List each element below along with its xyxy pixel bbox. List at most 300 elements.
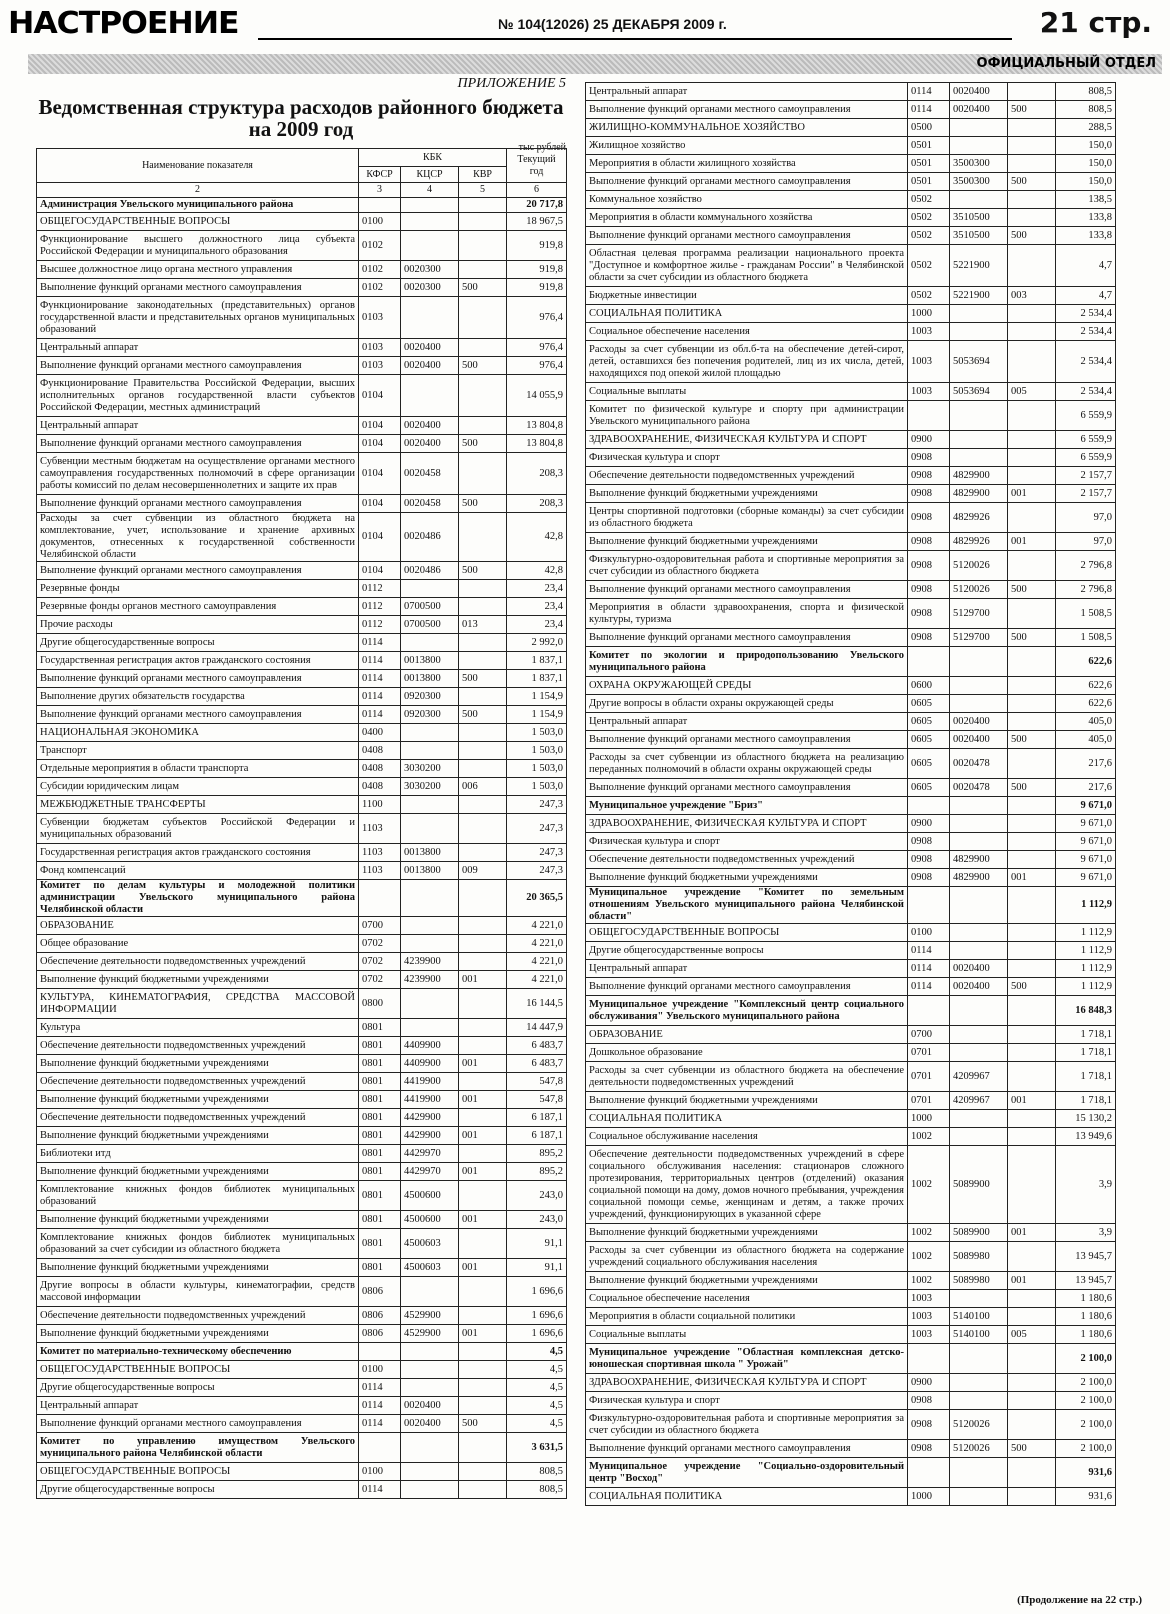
cell-kfsr: 0104 bbox=[359, 417, 401, 435]
cell-kcsr: 5129700 bbox=[950, 599, 1008, 629]
cell-kcsr bbox=[401, 814, 459, 844]
cell-value: 808,5 bbox=[1056, 101, 1116, 119]
cell-kvr: 500 bbox=[1008, 779, 1056, 797]
cell-kfsr: 0501 bbox=[908, 155, 950, 173]
cell-kvr: 001 bbox=[1008, 485, 1056, 503]
cell-kfsr: 0908 bbox=[908, 467, 950, 485]
cell-value: 247,3 bbox=[507, 844, 567, 862]
cell-kvr bbox=[459, 1397, 507, 1415]
cell-name: ЖИЛИЩНО-КОММУНАЛЬНОЕ ХОЗЯЙСТВО bbox=[586, 119, 908, 137]
table-row bbox=[37, 1307, 567, 1325]
cell-value: 1 112,9 bbox=[1056, 960, 1116, 978]
cell-name: Физическая культура и спорт bbox=[586, 1392, 908, 1410]
cell-kvr bbox=[459, 796, 507, 814]
table-row bbox=[586, 599, 1116, 629]
table-row bbox=[586, 305, 1116, 323]
cell-name: Государственная регистрация актов гражданского состояния bbox=[37, 652, 359, 670]
cell-kcsr: 0013800 bbox=[401, 844, 459, 862]
cell-value: 547,8 bbox=[507, 1091, 567, 1109]
cell-value: 42,8 bbox=[507, 513, 567, 562]
cell-kcsr: 5089980 bbox=[950, 1272, 1008, 1290]
cell-kfsr: 0400 bbox=[359, 724, 401, 742]
cell-name: Обеспечение деятельности подведомственных учреждений bbox=[37, 1109, 359, 1127]
cell-kfsr: 0908 bbox=[908, 503, 950, 533]
cell-kfsr: 0502 bbox=[908, 245, 950, 287]
cell-kfsr: 0801 bbox=[359, 1037, 401, 1055]
cell-value: 405,0 bbox=[1056, 713, 1116, 731]
cell-kfsr bbox=[908, 401, 950, 431]
cell-kfsr: 0801 bbox=[359, 1181, 401, 1211]
cell-kfsr: 0114 bbox=[908, 942, 950, 960]
table-row bbox=[37, 1019, 567, 1037]
table-row bbox=[37, 1181, 567, 1211]
cell-name: Муниципальное учреждение "Комитет по земельным отношениям Увельского муниципального района Челябинской области" bbox=[586, 887, 908, 924]
cell-kfsr bbox=[359, 198, 401, 213]
cell-value: 4,5 bbox=[507, 1415, 567, 1433]
cell-name: Выполнение функций органами местного самоуправления bbox=[586, 1440, 908, 1458]
cell-kfsr: 0908 bbox=[908, 449, 950, 467]
cell-kcsr bbox=[401, 231, 459, 261]
cell-kfsr: 0701 bbox=[908, 1062, 950, 1092]
cell-name: Выполнение функций бюджетными учреждениями bbox=[37, 1325, 359, 1343]
cell-name: Выполнение функций бюджетными учреждениями bbox=[37, 1259, 359, 1277]
cell-kvr: 001 bbox=[459, 1325, 507, 1343]
table-row bbox=[586, 731, 1116, 749]
cell-kcsr bbox=[950, 1128, 1008, 1146]
cell-value: 20 717,8 bbox=[507, 198, 567, 213]
cell-kvr: 500 bbox=[459, 279, 507, 297]
cell-kvr bbox=[1008, 1374, 1056, 1392]
cell-value: 1 508,5 bbox=[1056, 629, 1116, 647]
cell-value: 1 696,6 bbox=[507, 1325, 567, 1343]
table-row bbox=[586, 1092, 1116, 1110]
cell-kfsr: 0702 bbox=[359, 971, 401, 989]
cell-name: СОЦИАЛЬНАЯ ПОЛИТИКА bbox=[586, 1110, 908, 1128]
cell-kfsr: 0114 bbox=[908, 978, 950, 996]
cell-kvr bbox=[1008, 749, 1056, 779]
cell-name: Областная целевая программа реализации национального проекта "Доступное и комфортное жилье - гражданам России" в Челябинской области за счет субсидии из областного бюджета bbox=[586, 245, 908, 287]
cell-kvr: 003 bbox=[1008, 287, 1056, 305]
cell-value: 547,8 bbox=[507, 1073, 567, 1091]
cell-kcsr bbox=[401, 1481, 459, 1499]
cell-kcsr: 0700500 bbox=[401, 616, 459, 634]
cell-name: Обеспечение деятельности подведомственных учреждений bbox=[37, 1073, 359, 1091]
cell-kvr bbox=[459, 1361, 507, 1379]
cell-kvr bbox=[1008, 1146, 1056, 1224]
cell-kcsr: 4429900 bbox=[401, 1109, 459, 1127]
table-row bbox=[586, 1242, 1116, 1272]
cell-name: Выполнение других обязательств государства bbox=[37, 688, 359, 706]
document-title bbox=[36, 96, 566, 140]
cell-kvr bbox=[1008, 551, 1056, 581]
cell-kvr bbox=[459, 453, 507, 495]
cell-kcsr bbox=[950, 677, 1008, 695]
cell-kcsr bbox=[950, 1290, 1008, 1308]
cell-value: 3,9 bbox=[1056, 1224, 1116, 1242]
cell-name: Обеспечение деятельности подведомственных учреждений bbox=[37, 1037, 359, 1055]
cell-value: 1 180,6 bbox=[1056, 1290, 1116, 1308]
table-row bbox=[37, 742, 567, 760]
cell-kfsr: 0600 bbox=[908, 677, 950, 695]
cell-kvr bbox=[1008, 155, 1056, 173]
cell-kcsr bbox=[401, 1277, 459, 1307]
cell-kcsr: 4529900 bbox=[401, 1325, 459, 1343]
cell-kcsr: 4239900 bbox=[401, 953, 459, 971]
cell-kfsr: 0801 bbox=[359, 1229, 401, 1259]
table-row bbox=[586, 1128, 1116, 1146]
table-row bbox=[37, 1211, 567, 1229]
table-row bbox=[586, 1326, 1116, 1344]
table-row bbox=[37, 814, 567, 844]
cell-name: Другие вопросы в области культуры, кинематографии, средств массовой информации bbox=[37, 1277, 359, 1307]
cell-kcsr: 0020300 bbox=[401, 279, 459, 297]
cell-name: Выполнение функций бюджетными учреждениями bbox=[37, 1055, 359, 1073]
table-row bbox=[586, 83, 1116, 101]
table-row bbox=[586, 996, 1116, 1026]
table-row bbox=[37, 1397, 567, 1415]
cell-name: Выполнение функций органами местного самоуправления bbox=[586, 101, 908, 119]
cell-value: 16 848,3 bbox=[1056, 996, 1116, 1026]
table-row bbox=[37, 1145, 567, 1163]
cell-kcsr: 4829900 bbox=[950, 467, 1008, 485]
cell-name: Выполнение функций бюджетными учреждениями bbox=[37, 971, 359, 989]
table-row bbox=[37, 634, 567, 652]
cell-value: 1 112,9 bbox=[1056, 887, 1116, 924]
table-row bbox=[37, 989, 567, 1019]
cell-name: Дошкольное образование bbox=[586, 1044, 908, 1062]
cell-kvr: 500 bbox=[459, 670, 507, 688]
cell-kcsr bbox=[401, 880, 459, 917]
table-row bbox=[586, 869, 1116, 887]
cell-name: Обеспечение деятельности подведомственных учреждений bbox=[37, 953, 359, 971]
cell-kcsr bbox=[401, 989, 459, 1019]
cell-value: 976,4 bbox=[507, 297, 567, 339]
cell-kfsr: 0103 bbox=[359, 339, 401, 357]
cell-kcsr: 0920300 bbox=[401, 706, 459, 724]
cell-value: 97,0 bbox=[1056, 503, 1116, 533]
cell-kcsr bbox=[401, 1361, 459, 1379]
cell-value: 208,3 bbox=[507, 495, 567, 513]
cell-name: Комитет по экологии и природопользованию Увельского муниципального района bbox=[586, 647, 908, 677]
cell-name: Комитет по делам культуры и молодежной политики администрации Увельского муниципального района Челябинской области bbox=[37, 880, 359, 917]
budget-table-left bbox=[36, 148, 567, 1499]
cell-name: Муниципальное учреждение "Социально-оздоровительный центр "Восход" bbox=[586, 1458, 908, 1488]
cell-kcsr: 3030200 bbox=[401, 760, 459, 778]
cell-kvr bbox=[1008, 887, 1056, 924]
cell-kfsr: 1002 bbox=[908, 1224, 950, 1242]
cell-name: Социальное обеспечение населения bbox=[586, 1290, 908, 1308]
cell-kcsr bbox=[950, 647, 1008, 677]
cell-kvr bbox=[459, 1379, 507, 1397]
cell-name: СОЦИАЛЬНАЯ ПОЛИТИКА bbox=[586, 1488, 908, 1506]
table-row bbox=[37, 760, 567, 778]
cell-kvr bbox=[1008, 503, 1056, 533]
cell-kvr bbox=[1008, 713, 1056, 731]
cell-value: 808,5 bbox=[1056, 83, 1116, 101]
table-row bbox=[37, 844, 567, 862]
table-row bbox=[37, 417, 567, 435]
cell-value: 6 187,1 bbox=[507, 1109, 567, 1127]
cell-kvr bbox=[1008, 1458, 1056, 1488]
cell-value: 243,0 bbox=[507, 1211, 567, 1229]
cell-value: 150,0 bbox=[1056, 155, 1116, 173]
cell-value: 931,6 bbox=[1056, 1458, 1116, 1488]
cell-name: КУЛЬТУРА, КИНЕМАТОГРАФИЯ, СРЕДСТВА МАССОВОЙ ИНФОРМАЦИИ bbox=[37, 989, 359, 1019]
cell-kfsr: 0501 bbox=[908, 137, 950, 155]
table-row bbox=[37, 1481, 567, 1499]
cell-kfsr bbox=[908, 647, 950, 677]
cell-name: Физическая культура и спорт bbox=[586, 833, 908, 851]
cell-name: Центральный аппарат bbox=[586, 960, 908, 978]
table-row bbox=[37, 198, 567, 213]
cell-kcsr bbox=[401, 796, 459, 814]
table-row bbox=[586, 467, 1116, 485]
cell-value: 13 949,6 bbox=[1056, 1128, 1116, 1146]
cell-kvr bbox=[459, 742, 507, 760]
table-row bbox=[586, 779, 1116, 797]
table-row bbox=[37, 1325, 567, 1343]
cell-kvr bbox=[1008, 1488, 1056, 1506]
table-row bbox=[586, 1344, 1116, 1374]
cell-name: Обеспечение деятельности подведомственных учреждений bbox=[586, 467, 908, 485]
cell-name: Субвенции местным бюджетам на осуществление органами местного самоуправления государственных полномочий в сфере организации работы комиссий по делам несовершеннолетних и защите их прав bbox=[37, 453, 359, 495]
cell-value: 1 503,0 bbox=[507, 742, 567, 760]
cell-value: 133,8 bbox=[1056, 209, 1116, 227]
cell-kfsr bbox=[908, 1458, 950, 1488]
table-row bbox=[586, 287, 1116, 305]
table-row bbox=[37, 1277, 567, 1307]
cell-value: 808,5 bbox=[507, 1463, 567, 1481]
cell-value: 138,5 bbox=[1056, 191, 1116, 209]
cell-name: ЗДРАВООХРАНЕНИЕ, ФИЗИЧЕСКАЯ КУЛЬТУРА И СПОРТ bbox=[586, 815, 908, 833]
table-row bbox=[37, 231, 567, 261]
cell-kvr: 001 bbox=[459, 1163, 507, 1181]
cell-name: Социальные выплаты bbox=[586, 383, 908, 401]
cell-value: 208,3 bbox=[507, 453, 567, 495]
table-row bbox=[37, 652, 567, 670]
cell-kvr bbox=[1008, 209, 1056, 227]
cell-name: Отдельные мероприятия в области транспорта bbox=[37, 760, 359, 778]
cell-kcsr: 5089900 bbox=[950, 1146, 1008, 1224]
cell-value: 4,7 bbox=[1056, 287, 1116, 305]
cell-value: 2 534,4 bbox=[1056, 341, 1116, 383]
table-row bbox=[37, 339, 567, 357]
cell-kfsr: 0114 bbox=[359, 1379, 401, 1397]
table-row bbox=[586, 1308, 1116, 1326]
table-row bbox=[586, 209, 1116, 227]
cell-value: 23,4 bbox=[507, 598, 567, 616]
cell-kcsr bbox=[401, 580, 459, 598]
cell-name: Выполнение функций органами местного самоуправления bbox=[586, 173, 908, 191]
cell-kcsr: 5129700 bbox=[950, 629, 1008, 647]
table-row bbox=[37, 1379, 567, 1397]
cell-value: 247,3 bbox=[507, 796, 567, 814]
cell-kfsr: 0908 bbox=[908, 1440, 950, 1458]
cell-kfsr: 0408 bbox=[359, 742, 401, 760]
table-row bbox=[37, 213, 567, 231]
cell-kcsr: 4419900 bbox=[401, 1073, 459, 1091]
table-row bbox=[37, 562, 567, 580]
cell-kcsr bbox=[950, 431, 1008, 449]
cell-name: Центральный аппарат bbox=[37, 1397, 359, 1415]
cell-value: 4,5 bbox=[507, 1379, 567, 1397]
cell-kcsr: 5120026 bbox=[950, 581, 1008, 599]
cell-value: 4,5 bbox=[507, 1361, 567, 1379]
table-row bbox=[586, 851, 1116, 869]
cell-name: Мероприятия в области коммунального хозяйства bbox=[586, 209, 908, 227]
table-row bbox=[586, 1272, 1116, 1290]
cell-kfsr: 0806 bbox=[359, 1307, 401, 1325]
cell-kfsr bbox=[908, 1344, 950, 1374]
cell-value: 4,5 bbox=[507, 1397, 567, 1415]
table-row bbox=[586, 191, 1116, 209]
table-row bbox=[586, 119, 1116, 137]
table-row bbox=[586, 449, 1116, 467]
cell-name: Социальные выплаты bbox=[586, 1326, 908, 1344]
cell-value: 1 503,0 bbox=[507, 760, 567, 778]
cell-name: Центральный аппарат bbox=[37, 339, 359, 357]
table-row bbox=[586, 1392, 1116, 1410]
cell-kvr bbox=[459, 1181, 507, 1211]
cell-value: 288,5 bbox=[1056, 119, 1116, 137]
cell-value: 6 559,9 bbox=[1056, 401, 1116, 431]
cell-kcsr: 5221900 bbox=[950, 245, 1008, 287]
cell-value: 3,9 bbox=[1056, 1146, 1116, 1224]
cell-kfsr: 0114 bbox=[908, 83, 950, 101]
cell-name: Выполнение функций органами местного самоуправления bbox=[37, 495, 359, 513]
cell-kfsr: 0700 bbox=[908, 1026, 950, 1044]
table-row bbox=[586, 533, 1116, 551]
cell-kvr bbox=[1008, 1110, 1056, 1128]
cell-kfsr: 0114 bbox=[359, 1415, 401, 1433]
cell-name: Центральный аппарат bbox=[586, 83, 908, 101]
cell-name: Муниципальное учреждение "Комплексный центр социального обслуживания" Увельского муниципального района bbox=[586, 996, 908, 1026]
cell-kfsr: 0801 bbox=[359, 1109, 401, 1127]
table-row bbox=[37, 1463, 567, 1481]
cell-kvr bbox=[459, 1277, 507, 1307]
cell-kvr bbox=[1008, 942, 1056, 960]
cell-kvr bbox=[459, 1145, 507, 1163]
cell-kvr bbox=[1008, 1128, 1056, 1146]
cell-value: 9 671,0 bbox=[1056, 815, 1116, 833]
cell-kvr bbox=[459, 844, 507, 862]
cell-kcsr: 0020486 bbox=[401, 562, 459, 580]
cell-kvr bbox=[1008, 323, 1056, 341]
cell-value: 1 837,1 bbox=[507, 670, 567, 688]
cell-value: 919,8 bbox=[507, 261, 567, 279]
cell-name: Администрация Увельского муниципального района bbox=[37, 198, 359, 213]
section-bar bbox=[28, 54, 1162, 74]
cell-name: Выполнение функций органами местного самоуправления bbox=[37, 279, 359, 297]
cell-name: НАЦИОНАЛЬНАЯ ЭКОНОМИКА bbox=[37, 724, 359, 742]
cell-kcsr: 0020486 bbox=[401, 513, 459, 562]
cell-value: 1 718,1 bbox=[1056, 1062, 1116, 1092]
cell-kvr: 500 bbox=[459, 562, 507, 580]
cell-value: 2 992,0 bbox=[507, 634, 567, 652]
cell-kvr bbox=[1008, 83, 1056, 101]
cell-kcsr bbox=[950, 137, 1008, 155]
cell-value: 6 559,9 bbox=[1056, 449, 1116, 467]
cell-kfsr: 0702 bbox=[359, 935, 401, 953]
cell-kvr bbox=[1008, 1044, 1056, 1062]
header-current-year: Текущий год bbox=[507, 149, 567, 183]
cell-value: 4,7 bbox=[1056, 245, 1116, 287]
cell-kvr: 500 bbox=[1008, 227, 1056, 245]
cell-value: 2 157,7 bbox=[1056, 467, 1116, 485]
cell-kcsr bbox=[401, 634, 459, 652]
cell-kcsr: 5120026 bbox=[950, 551, 1008, 581]
cell-kvr bbox=[1008, 305, 1056, 323]
cell-kcsr: 0020400 bbox=[950, 101, 1008, 119]
cell-value: 895,2 bbox=[507, 1145, 567, 1163]
table-row bbox=[586, 1110, 1116, 1128]
cell-kfsr: 0605 bbox=[908, 749, 950, 779]
cell-kvr bbox=[459, 1307, 507, 1325]
cell-value: 1 154,9 bbox=[507, 688, 567, 706]
cell-name: Высшее должностное лицо органа местного управления bbox=[37, 261, 359, 279]
cell-value: 1 696,6 bbox=[507, 1277, 567, 1307]
cell-kfsr: 0801 bbox=[359, 1127, 401, 1145]
cell-name: Субвенции бюджетам субъектов Российской Федерации и муниципальных образований bbox=[37, 814, 359, 844]
cell-value: 4 221,0 bbox=[507, 971, 567, 989]
cell-kcsr: 0020400 bbox=[950, 83, 1008, 101]
cell-kcsr: 0020400 bbox=[950, 731, 1008, 749]
cell-value: 217,6 bbox=[1056, 779, 1116, 797]
cell-kvr bbox=[1008, 1242, 1056, 1272]
cell-name: Физкультурно-оздоровительная работа и спортивные мероприятия за счет субсидии из областного бюджета bbox=[586, 551, 908, 581]
cell-name: Комплектование книжных фондов библиотек муниципальных образований за счет субсидии из областного бюджета bbox=[37, 1229, 359, 1259]
cell-kcsr bbox=[950, 449, 1008, 467]
cell-name: Выполнение функций органами местного самоуправления bbox=[37, 670, 359, 688]
cell-kfsr: 0801 bbox=[359, 1145, 401, 1163]
cell-kcsr bbox=[950, 924, 1008, 942]
table-row bbox=[37, 670, 567, 688]
cell-value: 405,0 bbox=[1056, 731, 1116, 749]
table-row bbox=[586, 713, 1116, 731]
table-row bbox=[586, 677, 1116, 695]
cell-name: Центральный аппарат bbox=[37, 417, 359, 435]
cell-kvr: 500 bbox=[1008, 978, 1056, 996]
cell-name: Общее образование bbox=[37, 935, 359, 953]
cell-name: Мероприятия в области социальной политики bbox=[586, 1308, 908, 1326]
cell-name: Выполнение функций бюджетными учреждениями bbox=[586, 1272, 908, 1290]
table-row bbox=[586, 1290, 1116, 1308]
cell-kfsr: 0502 bbox=[908, 209, 950, 227]
cell-name: Выполнение функций органами местного самоуправления bbox=[586, 779, 908, 797]
cell-value: 6 483,7 bbox=[507, 1055, 567, 1073]
cell-kcsr bbox=[950, 1374, 1008, 1392]
cell-kcsr: 0020400 bbox=[401, 435, 459, 453]
cell-kvr: 001 bbox=[459, 1055, 507, 1073]
cell-value: 2 796,8 bbox=[1056, 551, 1116, 581]
cell-kfsr: 0100 bbox=[359, 213, 401, 231]
cell-kcsr: 0020400 bbox=[950, 713, 1008, 731]
cell-value: 13 804,8 bbox=[507, 417, 567, 435]
table-row bbox=[37, 297, 567, 339]
cell-name: Обеспечение деятельности подведомственных учреждений в сфере социального обслуживания населения: стационаров сложного протезирования, территориальных центров (отделений) оказания социальной помощи на дому, домов ночного пребывания, учреждения социальной помощи семье, женщинам и детям, а также прочих учреждений, функционирующих в указанной сфере bbox=[586, 1146, 908, 1224]
cell-kfsr: 0114 bbox=[359, 688, 401, 706]
cell-name: Резервные фонды bbox=[37, 580, 359, 598]
cell-value: 4 221,0 bbox=[507, 935, 567, 953]
cell-kvr bbox=[1008, 449, 1056, 467]
cell-kvr bbox=[1008, 797, 1056, 815]
cell-kvr bbox=[1008, 851, 1056, 869]
cell-name: ОХРАНА ОКРУЖАЮЩЕЙ СРЕДЫ bbox=[586, 677, 908, 695]
table-row bbox=[37, 1109, 567, 1127]
cell-kcsr bbox=[950, 1344, 1008, 1374]
cell-kfsr bbox=[908, 996, 950, 1026]
cell-kcsr bbox=[950, 323, 1008, 341]
